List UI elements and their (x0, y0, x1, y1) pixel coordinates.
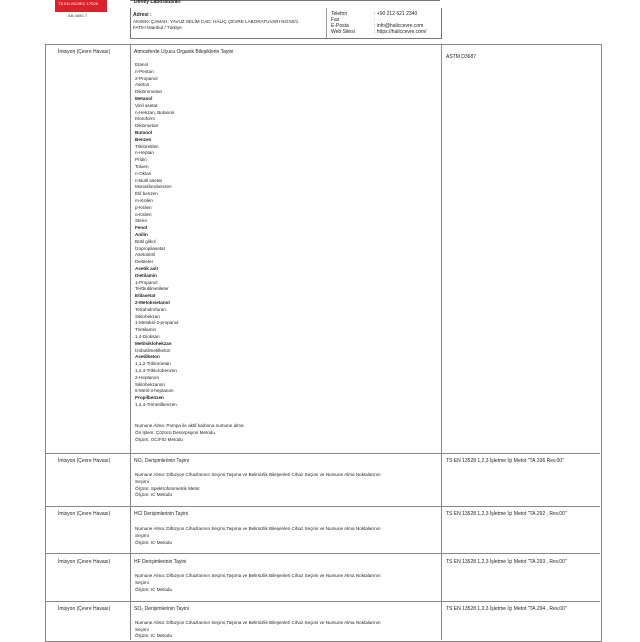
row-3-note-3: Ölçüm: IC Metodu (135, 540, 173, 545)
voc-compound-item: Kloroform (135, 116, 155, 122)
voc-compound-item: Butanol (135, 130, 153, 135)
voc-compound-item: Propilbenzen (135, 395, 164, 401)
voc-compound-item: n-Pentan (135, 68, 154, 74)
voc-compound-item: n-Butil asetat (135, 177, 162, 183)
voc-compound-item: m-Ksilen (135, 198, 153, 203)
voc-compound-item: 2-Propanol (135, 75, 158, 81)
row-2-note-4: Ölçüm: IC Metodu (135, 492, 173, 497)
voc-compound-item: o-Ksilen (135, 211, 152, 217)
voc-compound-item: Aseton (135, 82, 150, 88)
voc-compound-item: 1,1,2-Trikloroetan (135, 361, 171, 367)
voc-compound-item: Benzen (135, 136, 152, 142)
voc-compound-item: n-Oktan (135, 170, 152, 176)
row-1-method: ASTM D3687 (446, 54, 477, 60)
header-divider (326, 8, 327, 38)
voc-compound-item: Asetonitril (135, 252, 156, 258)
row-1-title: Atmosferde Uçucu Organik Bileşiklerin Tayini (134, 49, 234, 55)
logo-code: AB-0880-T (68, 13, 88, 18)
row-separator-2 (45, 506, 600, 507)
row-3-note-1: Numune Alma: Difüzyon Cihazlarının Seçimi,Taşıma ve Belirsizlik Bileşenleri Cihaz Seçimi ve Numune Alma Noktalarının (135, 526, 381, 531)
voc-compound-item: Etil benzen (135, 191, 158, 197)
logo-standard-text: TS EN ISO/IEC 17025 (58, 1, 98, 6)
row-5-note-2: Seçimi (135, 627, 149, 632)
contact-web-label: Web Sitesi (331, 29, 355, 35)
voc-compound-item: Toluen (135, 164, 149, 169)
row-4-title: HF Derişimlerinin Tayini (134, 559, 187, 565)
voc-compound-item: Vinil asetat (135, 102, 158, 108)
row-5-method: TS EN 13528 1,2,3 İşletme İçi Metot "TA.294 , Rev.00" (446, 606, 567, 612)
voc-compound-item: İzopropilasetat (135, 245, 165, 251)
row-5-title: SO₂ Derişimlerinin Tayini (134, 606, 189, 612)
row-5-matrix: İmisyon (Çevre Havası) (58, 606, 111, 612)
contact-fax-value: : (374, 17, 376, 23)
voc-compound-item: 1-Propanol (135, 279, 158, 285)
voc-compound-item: p-Ksilen (135, 204, 152, 210)
lab-name: Deney Laboratuvarı (134, 0, 181, 5)
row-2-method: TS EN 13528 1,2,3 İşletme İçi Metot "TA.336 Rev.00" (446, 458, 564, 464)
voc-compound-item: Tetrahidrofuran (135, 306, 166, 312)
row-3-title: HCl Derişimlerinin Tayini (134, 511, 189, 517)
voc-compound-item: Fenol (135, 225, 148, 231)
row-4-note-3: Ölçüm: IC Metodu (135, 587, 173, 592)
voc-compound-item: Tertbutilmetileter (135, 286, 169, 292)
contact-phone-label: Telefon (331, 11, 348, 17)
row-2-matrix: İmisyon (Çevre Havası) (58, 458, 111, 464)
contact-email-value: : info@haliccevre.com (374, 23, 424, 29)
contact-phone-value: : +90 212 621 2340 (374, 11, 418, 17)
voc-compound-item: Bütil glikol (135, 238, 156, 244)
voc-compound-item: Metanol (135, 96, 153, 101)
voc-compound-item: Siklohekzan (135, 313, 160, 319)
voc-compound-item: 5-Metil-3-heptanon (135, 388, 174, 394)
voc-compound-item: İzobutilmetilketon (135, 347, 171, 353)
row-4-matrix: İmisyon (Çevre Havası) (58, 559, 111, 565)
row-1-note-3: Ölçüm: GC/FID Metodu (135, 437, 183, 442)
row-4-method: TS EN 13528 1,2,3 İşletme İçi Metot "TA.293 , Rev.00" (446, 559, 567, 565)
row-2-note-3: Ölçüm: Spektrofotometrik Metot (135, 486, 200, 491)
row-3-method: TS EN 13528 1,2,3 İşletme İçi Metot "TA.292 , Rev.00" (446, 511, 567, 517)
voc-compound-item: Asetik asit (135, 266, 158, 271)
row-4-note-1: Numune Alma: Difüzyon Cihazlarının Seçimi,Taşıma ve Belirsizlik Bileşenleri Cihaz Seçimi ve Numune Alma Noktalarının (135, 573, 381, 578)
voc-compound-item: 1-Metoksi-2-propanol (135, 320, 179, 326)
voc-compound-item: Trikloretilen (135, 143, 159, 149)
contact-fax-label: Fax (331, 17, 340, 23)
row-1-matrix: İmisyon (Çevre Havası) (58, 49, 111, 55)
voc-compound-item: 1,2,4-Trimetilbenzen (135, 402, 177, 407)
voc-compound-item: Siklohekzanon (135, 381, 165, 387)
voc-compound-item: Asetilketon (135, 354, 160, 360)
voc-compound-item: 2-Metoksietanol (135, 300, 170, 305)
voc-compound-item: Diklorometan (135, 89, 163, 95)
voc-compound-item: 1,2,4-Triklorobenzen (135, 368, 177, 373)
voc-compound-item: Dietilamin (135, 272, 157, 278)
voc-compound-item: n-Heptan (135, 150, 154, 156)
voc-compound-item: Trietilamin (135, 327, 157, 333)
row-4-note-2: Seçimi (135, 580, 149, 585)
voc-compound-item: n-Hekzan, Butanon (135, 109, 175, 115)
row-2-note-2: Seçimi (135, 479, 149, 484)
voc-compound-item: Etilasetat (135, 293, 156, 299)
row-separator-3 (45, 553, 600, 554)
voc-compound-item: Monoklorobenzen (135, 184, 172, 190)
voc-compound-item: 2-Heptanon (135, 374, 160, 380)
row-5-note-3: Ölçüm: IC Metodu (135, 633, 173, 638)
voc-compound-item: Stiren (135, 218, 148, 224)
row-2-note-1: Numune Alma: Difüzyon Cihazlarının Seçimi,Taşıma ve Belirsizlik Bileşenleri Cihaz Seçimi ve Numune Alma Noktalarının (135, 472, 381, 477)
address-line-1: AKSEKİ ÇAMAH. YAVUZ SELİM CAD. HALİÇ ÇEVRE LABORATUVARI NO:50/1 (133, 19, 299, 24)
voc-compound-item: Metilsiklohekzan (135, 340, 172, 346)
row-3-matrix: İmisyon (Çevre Havası) (58, 511, 111, 517)
address-line-2: FATİH İstanbul / Türkiye (133, 25, 182, 30)
row-3-note-2: Seçimi (135, 533, 149, 538)
voc-compound-item: Anilin (135, 232, 148, 237)
address-label: Adresi : (133, 12, 152, 18)
contact-email-label: E-Posta (331, 23, 349, 29)
row-1-note-1: Numune Alma: Pompa ile aktif karbona numune alma (135, 423, 244, 428)
table-col-divider-1 (130, 44, 131, 640)
row-5-note-1: Numune Alma: Difüzyon Cihazlarının Seçimi,Taşıma ve Belirsizlik Bileşenleri Cihaz Seçimi ve Numune Alma Noktalarının (135, 620, 381, 625)
voc-compound-item: Etanol (135, 62, 149, 67)
voc-compound-item: 1,4-Dioksan (135, 334, 160, 339)
contact-web-value: : https://haliccevre.com/ (374, 29, 427, 35)
voc-compound-item: Pridin (135, 157, 147, 163)
row-1-note-2: Ön İşlem: Çözücü Desorpsiyon Metodu (135, 430, 215, 435)
row-separator-4 (45, 601, 600, 602)
voc-compound-item: Dietileter (135, 259, 154, 265)
row-separator-1 (45, 453, 600, 454)
row-2-title: NO₂ Derişimlerinin Tayini (134, 458, 190, 464)
voc-compound-item: Dikloroetan (135, 123, 159, 129)
table-col-divider-2 (441, 44, 442, 640)
